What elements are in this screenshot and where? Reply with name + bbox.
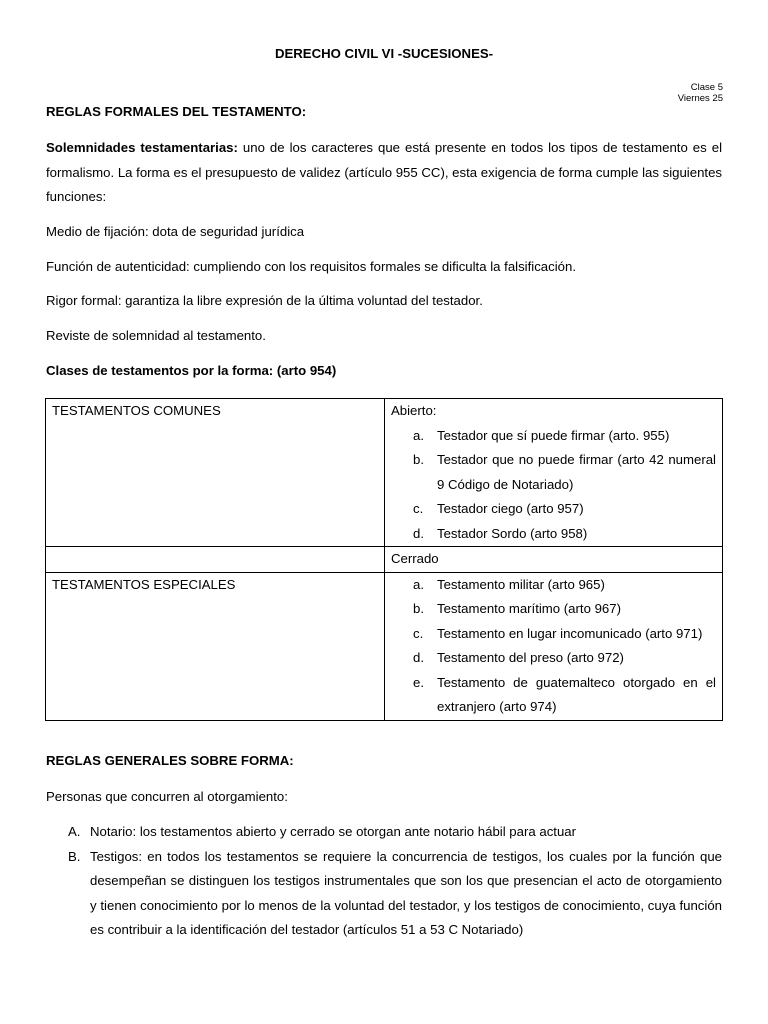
list-item (391, 573, 716, 598)
list-marker: B. (68, 848, 81, 864)
class-number: Clase 5 (690, 82, 723, 93)
list-item (391, 597, 716, 622)
cell-common-testaments: TESTAMENTOS COMUNES (46, 399, 385, 547)
list-item-text: Notario: los testamentos abierto y cerrado se otorgan ante notario hábil para actuar (90, 824, 577, 839)
function-line-authenticity: Función de autenticidad: cumpliendo con los requisitos formales se dificulta la falsificación. (46, 259, 576, 274)
list-marker: b. (413, 601, 424, 616)
list-item-text: Testamento de guatemalteco otorgado en el extranjero (arto 974) (437, 674, 716, 714)
list-marker: c. (413, 501, 424, 516)
open-testament-list (391, 424, 716, 547)
section-heading-general-rules: REGLAS GENERALES SOBRE FORMA: (46, 753, 294, 768)
function-line-formal-rigor: Rigor formal: garantiza la libre expresión de la última voluntad del testador. (46, 293, 483, 308)
function-line-solemnity: Reviste de solemnidad al testamento. (46, 328, 266, 343)
list-item-text: Testador Sordo (arto 958) (437, 525, 588, 541)
document-title: DERECHO CIVIL VI -SUCESIONES- (274, 46, 494, 61)
list-item-text: Testamento del preso (arto 972) (437, 650, 624, 665)
list-item-text: Testamento marítimo (arto 967) (437, 601, 621, 616)
special-testament-list (391, 573, 716, 720)
table-row (46, 399, 723, 547)
cell-open-testament (385, 399, 723, 547)
intro-paragraph (46, 136, 722, 210)
list-item (46, 845, 722, 943)
list-item-text: Testador que sí puede firmar (arto. 955) (437, 427, 670, 443)
list-item (391, 424, 716, 449)
list-marker: a. (413, 576, 424, 592)
list-item (391, 448, 716, 497)
cell-special-list (385, 572, 723, 720)
list-item (391, 497, 716, 522)
open-testament-title: Abierto: (391, 403, 437, 418)
list-item (391, 622, 716, 647)
general-rules-intro: Personas que concurren al otorgamiento: (46, 789, 288, 804)
testament-classes-table (45, 398, 723, 721)
list-item (46, 820, 722, 845)
list-item-text: Testador que no puede firmar (arto 42 numeral 9 Código de Notariado) (437, 452, 716, 492)
list-item-text: Testigos: en todos los testamentos se requiere la concurrencia de testigos, los cuales por la función que desempeñan se distinguen los testigos instrumentales que son los que presencian el acto de otorgamiento y tienen conocimiento por lo menos de la voluntad del testador, y los testigos de conocimiento, cuya función es contribuir a la identificación del testador (artículos 51 a 53 C Notariado) (90, 848, 722, 937)
intro-text: uno de los caracteres que está presente en todos los tipos de testamento es el formalismo. La forma es el presupuesto de validez (artículo 955 CC), esta exigencia de forma cumple las siguientes funciones: (46, 140, 722, 204)
cell-closed-testament: Cerrado (385, 547, 723, 573)
list-marker: d. (413, 525, 424, 541)
class-day: Viernes 25 (677, 93, 723, 104)
list-marker: e. (413, 674, 424, 690)
function-line-fixation: Medio de fijación: dota de seguridad jurídica (46, 224, 305, 239)
list-marker: A. (68, 824, 81, 839)
participants-list (46, 820, 722, 943)
list-marker: c. (413, 625, 424, 641)
list-marker: a. (413, 427, 424, 443)
table-row (46, 547, 723, 573)
list-item-text: Testamento en lugar incomunicado (arto 971) (437, 625, 703, 641)
list-item (391, 671, 716, 720)
list-item (391, 522, 716, 547)
cell-special-testaments: TESTAMENTOS ESPECIALES (46, 572, 385, 720)
list-marker: d. (413, 650, 424, 665)
section-heading-formal-rules: REGLAS FORMALES DEL TESTAMENTO: (46, 104, 307, 119)
list-item-text: Testador ciego (arto 957) (437, 501, 584, 516)
list-marker: b. (413, 452, 424, 467)
list-item-text: Testamento militar (arto 965) (437, 576, 605, 592)
table-row (46, 572, 723, 720)
cell-empty (46, 547, 385, 573)
section-heading-testament-classes: Clases de testamentos por la forma: (arto 954) (46, 363, 337, 378)
list-item (391, 646, 716, 671)
intro-bold-term: Solemnidades testamentarias: (46, 140, 238, 155)
